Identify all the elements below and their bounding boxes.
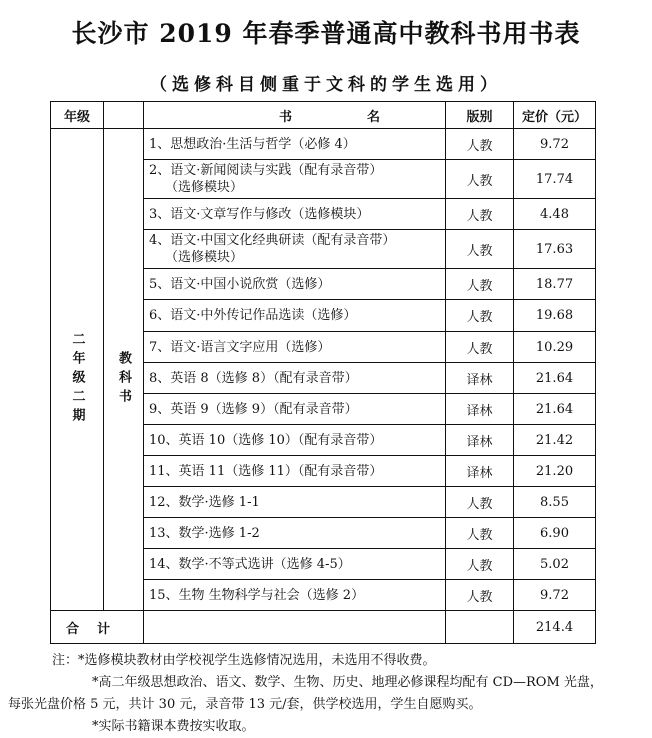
book-name-line2: （选修模块）: [165, 180, 244, 195]
note-2: *高二年级思想政治、语文、数学、生物、历史、地理必修课程均配有 CD—ROM 光盘，每张光盘价格 5 元，共计 30 元，录音带 13 元/套，供学校选用，学生自愿购买。: [8, 675, 603, 712]
book-name: 10、英语 10（选修 10）（配有录音带）: [144, 425, 446, 456]
total-edition-empty: [446, 611, 514, 644]
book-price: 17.74: [514, 160, 596, 199]
grade-label: 二年级二期: [69, 332, 85, 427]
book-name: 12、数学·选修 1-1: [144, 487, 446, 518]
header-book-name-2: 名: [367, 109, 381, 125]
book-name-line2: （选修模块）: [165, 250, 244, 265]
book-name: [144, 160, 446, 199]
book-name: 7、语文·语言文字应用（选修）: [144, 332, 446, 363]
book-edition: 人教: [446, 518, 514, 549]
book-name: 5、语文·中国小说欣赏（选修）: [144, 269, 446, 300]
book-edition: 人教: [446, 300, 514, 332]
total-name-empty: [144, 611, 446, 644]
book-edition: 译林: [446, 425, 514, 456]
book-edition: 人教: [446, 332, 514, 363]
book-price: 21.42: [514, 425, 596, 456]
document-title: 长沙市 2019 年春季普通高中教科书用书表: [71, 19, 581, 48]
header-book-name: [144, 102, 446, 129]
book-edition: 译林: [446, 363, 514, 394]
book-name: 11、英语 11（选修 11）（配有录音带）: [144, 456, 446, 487]
book-price: 10.29: [514, 332, 596, 363]
total-price: 214.4: [514, 611, 596, 644]
book-name: 1、思想政治·生活与哲学（必修 4）: [144, 129, 446, 160]
grade-cell: [51, 129, 104, 611]
book-price: 9.72: [514, 129, 596, 160]
type-cell: [104, 129, 144, 611]
book-price: 9.72: [514, 580, 596, 611]
book-edition: 人教: [446, 129, 514, 160]
book-price: 19.68: [514, 300, 596, 332]
book-name: [144, 230, 446, 269]
book-price: 21.20: [514, 456, 596, 487]
header-grade: 年级: [51, 102, 104, 129]
total-label: 合计: [51, 611, 144, 644]
notes-section: [8, 650, 610, 738]
book-price: 5.02: [514, 549, 596, 580]
book-name: 8、英语 8（选修 8）（配有录音带）: [144, 363, 446, 394]
book-name-line1: 4、语文·中国文化经典研读（配有录音带）: [149, 233, 396, 248]
note-1: 注：*选修模块教材由学校视学生选修情况选用，未选用不得收费。: [52, 653, 436, 668]
book-price: 17.63: [514, 230, 596, 269]
header-book-name-1: 书: [278, 109, 292, 125]
book-price: 4.48: [514, 199, 596, 230]
header-edition: 版别: [446, 102, 514, 129]
book-name: 6、语文·中外传记作品选读（选修）: [144, 300, 446, 332]
header-price: 定价（元）: [514, 102, 596, 129]
header-type: [104, 102, 144, 129]
book-name: 13、数学·选修 1-2: [144, 518, 446, 549]
book-name-line1: 2、语文·新闻阅读与实践（配有录音带）: [149, 163, 383, 178]
total-row: [51, 611, 596, 644]
book-price: 8.55: [514, 487, 596, 518]
book-edition: 人教: [446, 160, 514, 199]
book-name: 3、语文·文章写作与修改（选修模块）: [144, 199, 446, 230]
document-subtitle: （选修科目侧重于文科的学生选用）: [150, 75, 502, 95]
note-3: *实际书籍课本费按实收取。: [92, 719, 255, 734]
book-price: 21.64: [514, 363, 596, 394]
book-edition: 人教: [446, 580, 514, 611]
book-edition: 人教: [446, 199, 514, 230]
book-price: 6.90: [514, 518, 596, 549]
book-edition: 人教: [446, 549, 514, 580]
table-header-row: [51, 102, 596, 129]
book-edition: 译林: [446, 456, 514, 487]
book-name: 15、生物 生物科学与社会（选修 2）: [144, 580, 446, 611]
book-edition: 人教: [446, 487, 514, 518]
book-edition: 人教: [446, 269, 514, 300]
book-price: 21.64: [514, 394, 596, 425]
textbook-table: [50, 101, 596, 644]
type-label: 教科书: [116, 351, 131, 408]
book-price: 18.77: [514, 269, 596, 300]
book-name: 9、英语 9（选修 9）（配有录音带）: [144, 394, 446, 425]
table-row: [51, 129, 596, 160]
book-edition: 译林: [446, 394, 514, 425]
book-edition: 人教: [446, 230, 514, 269]
book-name: 14、数学·不等式选讲（选修 4-5）: [144, 549, 446, 580]
